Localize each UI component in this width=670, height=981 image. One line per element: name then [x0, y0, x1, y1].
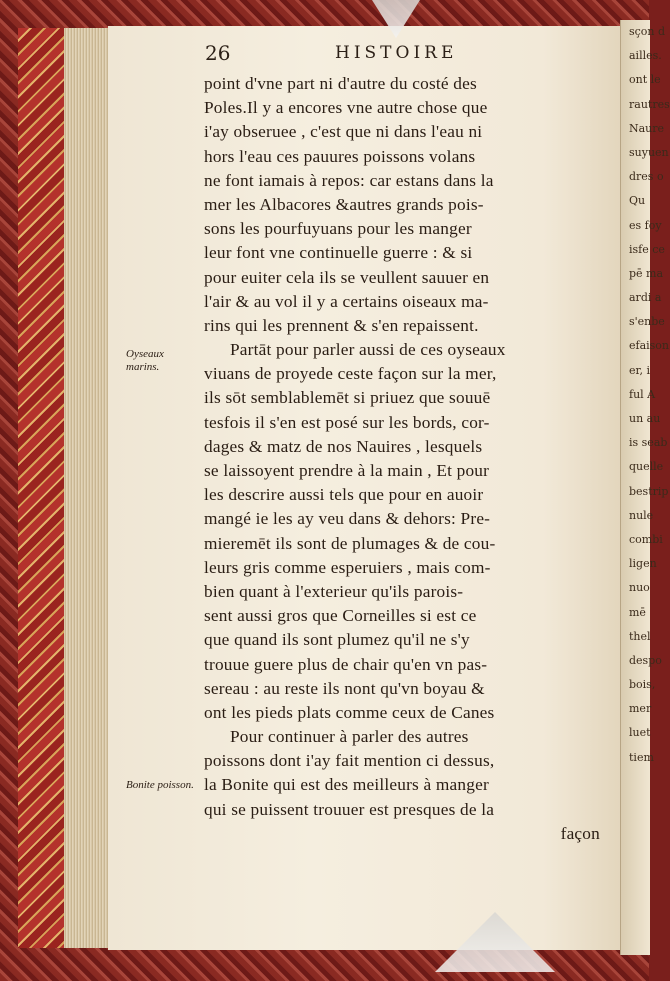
text-line: leur font vne continuelle guerre : & si — [204, 243, 473, 263]
text-line: rins qui les prennent & s'en repaissent. — [204, 315, 479, 335]
facing-page-fragment: is seab — [629, 436, 668, 450]
text-line: mieremēt ils sont de plumages & de cou- — [204, 533, 496, 553]
facing-page-fragment: un au — [629, 412, 661, 425]
facing-page-fragment: mē — [629, 605, 646, 619]
text-line: ont les pieds plats comme ceux de Canes — [204, 702, 495, 722]
facing-page-fragment: er, i — [629, 363, 651, 377]
facing-page-fragment: ardi a — [629, 291, 662, 305]
text-line: bien quant à l'exterieur qu'ils parois- — [204, 581, 464, 601]
text-line: l'air & au vol il y a certains oiseaux ma- — [204, 291, 489, 311]
facing-page-fragment: Qu — [629, 194, 646, 208]
text-line: qui se puissent trouuer est presques de la — [204, 799, 495, 819]
text-line: leurs gris comme esperuiers , mais com- — [204, 557, 491, 577]
facing-page-fragment: suyuen — [629, 145, 669, 159]
facing-page-fragment: s'enbe — [629, 315, 665, 329]
facing-page-fragment: bois, — [629, 678, 656, 692]
facing-page-fragment: sçon d — [629, 25, 666, 38]
text-line: que quand ils sont plumez qu'il ne s'y — [204, 630, 470, 650]
page-header — [205, 41, 605, 69]
facing-page-fragment: ont le — [629, 73, 661, 87]
text-line: ne font iamais à repos: car estans dans la — [204, 170, 494, 190]
text-line: les descrire aussi tels que pour en auoir — [204, 485, 484, 505]
facing-page-fragment: combi — [629, 532, 663, 546]
text-line: hors l'eau ces pauures poissons volans — [204, 146, 476, 166]
running-head: HISTOIRE — [335, 43, 458, 63]
text-line: Poles.Il y a encores vne autre chose que — [204, 98, 488, 118]
facing-page-fragment: ailles. — [629, 49, 662, 63]
facing-page-fragment: thel — [629, 629, 651, 643]
text-line: poissons dont i'ay fait mention ci dessus, — [204, 751, 495, 771]
text-line: point d'vne part ni d'autre du costé des — [204, 74, 477, 93]
text-line: façon — [560, 823, 600, 843]
text-line: mangé ie les ay veu dans & dehors: Pre- — [204, 509, 491, 529]
text-line: i'ay obseruee , c'est que ni dans l'eau ni — [204, 122, 483, 142]
facing-page-fragment: ligen — [629, 557, 657, 571]
facing-page-fragment: mer — [629, 702, 652, 716]
text-line: viuans de proyede ceste façon sur la mer, — [204, 364, 497, 384]
facing-page-fragment: nule — [629, 508, 654, 522]
text-line: sons les pourfuyuans pour les manger — [204, 219, 472, 239]
text-line: Pour continuer à parler des autres — [230, 727, 469, 747]
marginal-note-oyseaux: Oyseaux marins. — [126, 348, 164, 373]
text-line: dages & matz de nos Nauires , lesquels — [204, 436, 483, 456]
facing-page-fragment: quelle — [629, 460, 664, 474]
text-line: sereau : au reste ils nont qu'vn boyau & — [204, 678, 485, 698]
text-line: ils sōt semblablemēt si priuez que souuē — [204, 388, 491, 408]
facing-page-fragment: tiem — [629, 750, 654, 764]
facing-page-fragment: despo — [629, 653, 662, 667]
text-line: Partāt pour parler aussi de ces oyseaux — [230, 340, 506, 360]
text-line: se laissoyent prendre à la main , Et pour — [204, 461, 490, 480]
facing-page-fragment: ful A — [629, 387, 656, 401]
facing-page-fragment: efaison — [629, 339, 670, 353]
text-line: sent aussi gros que Corneilles si est ce — [204, 606, 477, 626]
facing-page-edge — [620, 20, 670, 955]
page-number: 26 — [205, 41, 231, 65]
facing-page-fragment: es foy — [629, 218, 662, 232]
page-edges — [64, 28, 112, 948]
text-line: trouue guere plus de chair qu'en vn pas- — [204, 654, 488, 674]
facing-page-fragment: nuo — [629, 581, 650, 595]
facing-page-fragment: pē ma — [629, 266, 664, 280]
facing-page-fragment: isfe ce — [629, 242, 665, 256]
facing-page-fragment: rautres — [629, 97, 670, 111]
page-body-text — [204, 72, 604, 846]
text-line: la Bonite qui est des meilleurs à manger — [204, 775, 489, 795]
marginal-note-bonite: Bonite poisson. — [126, 779, 194, 791]
facing-page-fragment: bestrip — [629, 484, 669, 498]
text-line: pour euiter cela ils se veullent sauuer en — [204, 267, 490, 287]
facing-page-fragment: dres o — [629, 170, 664, 184]
facing-page-fragment: Naure — [629, 121, 665, 135]
facing-page-fragment: luet — [629, 726, 651, 740]
text-line: tesfois il s'en est posé sur les bords, cor- — [204, 412, 490, 432]
text-line: mer les Albacores &autres grands pois- — [204, 194, 484, 214]
